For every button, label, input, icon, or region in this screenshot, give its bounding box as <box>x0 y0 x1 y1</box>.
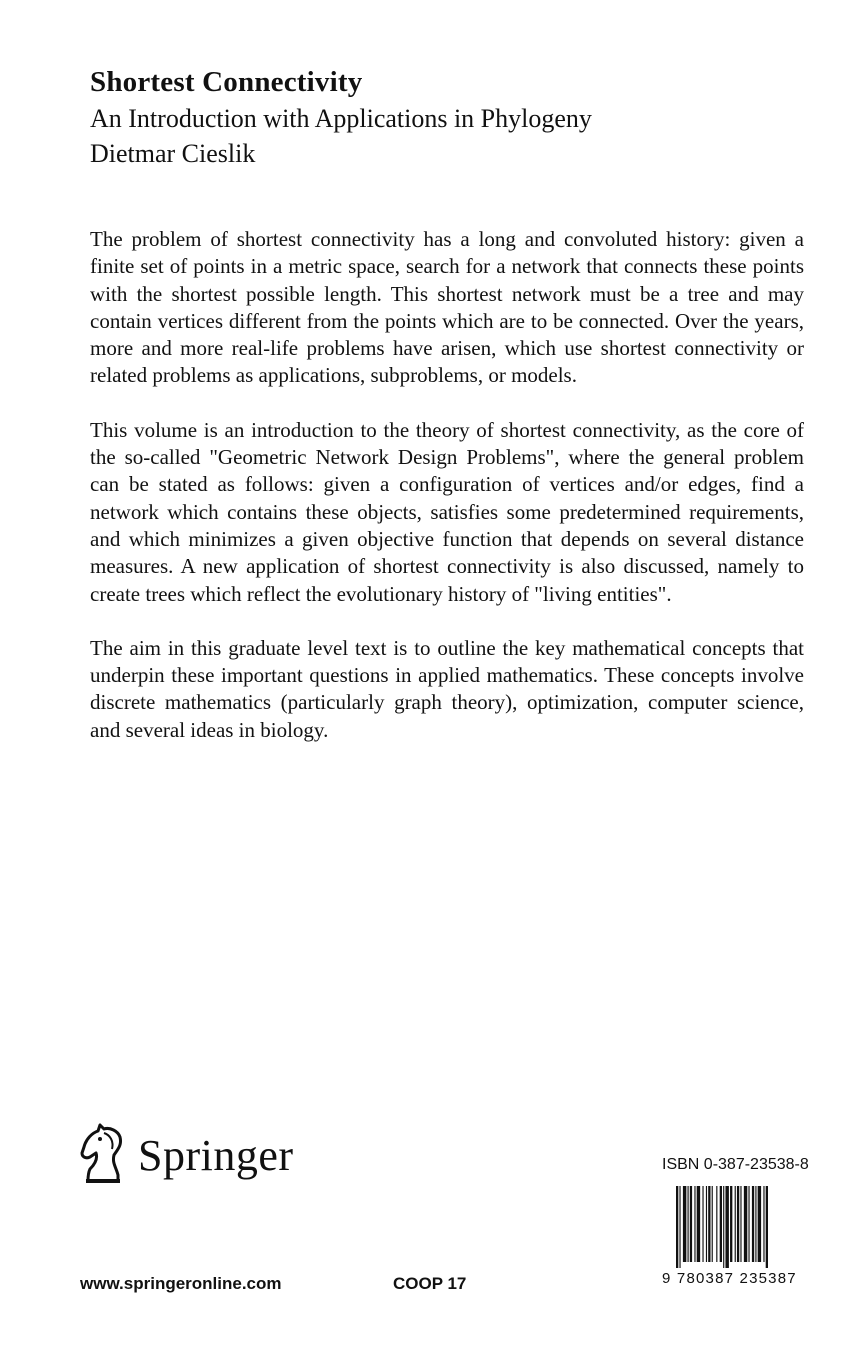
barcode-digits: 9 780387 235387 <box>662 1270 797 1287</box>
barcode-bar <box>712 1186 713 1262</box>
barcode-bar <box>752 1186 754 1262</box>
isbn-barcode <box>676 1186 800 1268</box>
barcode-bar <box>763 1186 764 1262</box>
blurb-paragraph: The aim in this graduate level text is to outline the key mathematical concepts that underpin these important questions in applied mathematics. These concepts involve discrete mathematics (particularly graph theory), optimization, computer science, and several ideas in biology. <box>90 635 804 742</box>
barcode-bar <box>758 1186 761 1262</box>
barcode-bar <box>737 1186 739 1262</box>
barcode-bar <box>683 1186 686 1262</box>
barcode-bar <box>720 1186 722 1262</box>
barcode-bar <box>702 1186 703 1262</box>
barcode-bar <box>748 1186 749 1262</box>
barcode-bar <box>766 1186 768 1268</box>
barcode-bar <box>730 1186 732 1262</box>
barcode-bar <box>697 1186 700 1262</box>
blurb-paragraph: This volume is an introduction to the theory of shortest connectivity, as the core of the so-called "Geometric Network Design Problems", where the general problem can be stated as follows: given a configuration of vertices and/or edges, find a network which contains these objects, satisfies some predetermined requirements, and which minimizes a given objective function that depends on several distance measures. A new application of shortest connectivity is also discussed, namely to create trees which reflect the evolutionary history of "living entities". <box>90 417 804 606</box>
barcode-bar <box>740 1186 741 1262</box>
isbn-label: ISBN 0-387-23538-8 <box>662 1156 809 1173</box>
book-title: Shortest Connectivity <box>90 66 363 98</box>
book-subtitle: An Introduction with Applications in Phylogeny <box>90 104 592 133</box>
blurb <box>90 226 804 771</box>
blurb-paragraph: The problem of shortest connectivity has a long and convoluted history: given a finite set of points in a metric space, search for a network that connects these points with the shortest possible length. This shortest network must be a tree and may contain vertices different from the points which are to be connected. Over the years, more and more real-life problems have arisen, which use shortest connectivity or related problems as applications, subproblems, or models. <box>90 227 804 388</box>
springer-logo <box>78 1120 294 1190</box>
barcode-bar <box>723 1186 724 1268</box>
barcode-bar <box>735 1186 736 1262</box>
barcode-bar <box>694 1186 695 1262</box>
publisher-url[interactable]: www.springeronline.com <box>80 1274 282 1293</box>
series-code: COOP 17 <box>393 1274 467 1293</box>
barcode-bar <box>716 1186 717 1262</box>
barcode-bar <box>688 1186 689 1262</box>
publisher-name: Springer <box>138 1130 294 1180</box>
barcode-bar <box>706 1186 707 1262</box>
springer-horse-icon <box>78 1123 128 1187</box>
barcode-bar <box>690 1186 692 1262</box>
barcode-bar <box>725 1186 728 1268</box>
barcode-bar <box>676 1186 678 1268</box>
barcode-bar <box>679 1186 680 1268</box>
barcode-bar <box>744 1186 747 1262</box>
book-author: Dietmar Cieslik <box>90 139 256 168</box>
barcode-bar <box>708 1186 710 1262</box>
barcode-bar <box>755 1186 756 1262</box>
